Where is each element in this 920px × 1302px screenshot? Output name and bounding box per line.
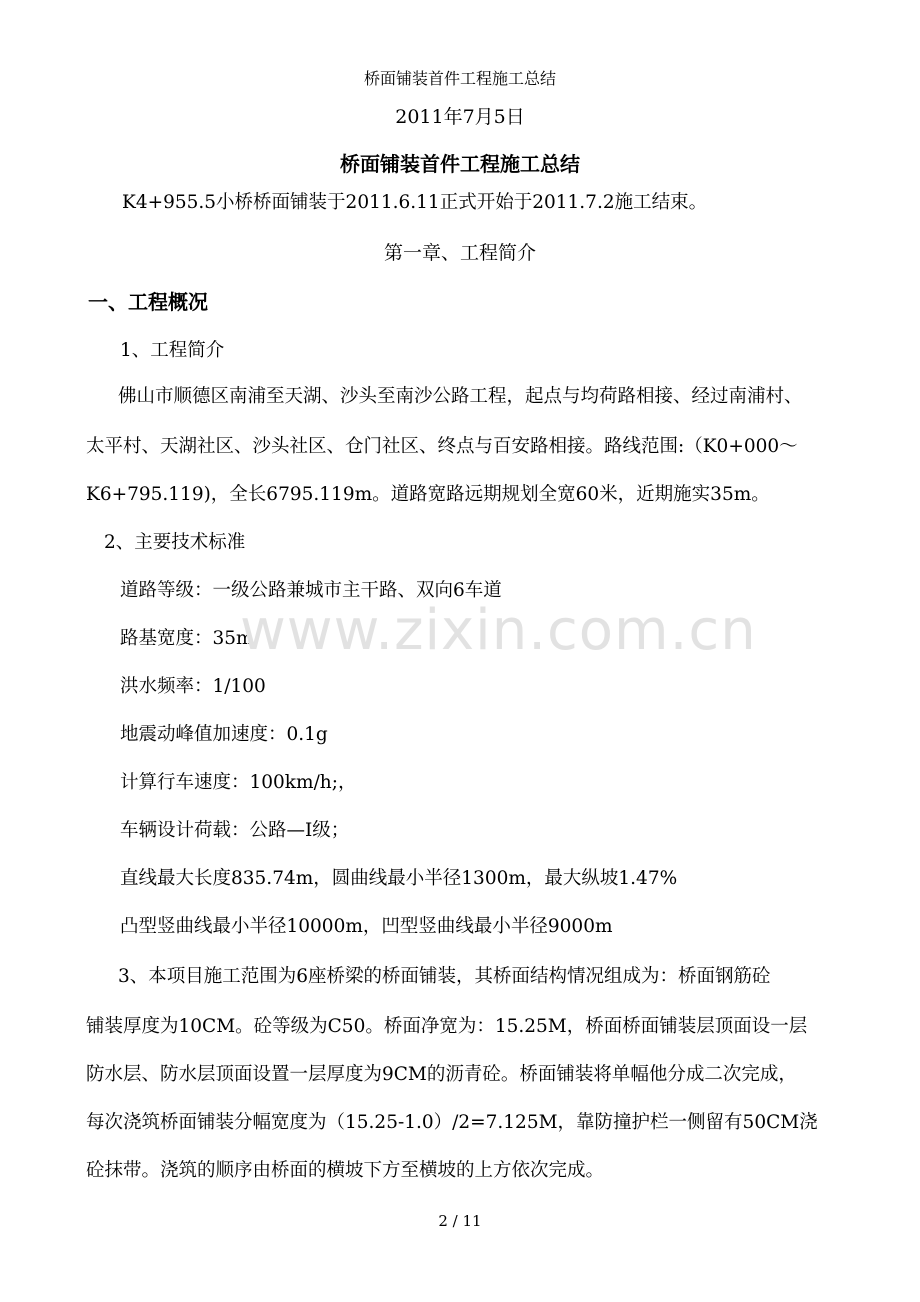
overview-line-3: K6+795.119)，全长6795.119m。道路宽路远期规划全宽60米，近期施实35m。 <box>86 484 770 505</box>
standard-item: 计算行车速度：100km/h;， <box>120 772 357 793</box>
scope-line-5: 砼抹带。浇筑的顺序由桥面的横坡下方至横坡的上方依次完成。 <box>86 1160 605 1181</box>
section-heading: 一、工程概况 <box>88 290 208 314</box>
subsection-heading-1: 1、工程简介 <box>120 340 225 361</box>
scope-line-3: 防水层、防水层顶面设置一层厚度为9CM的沥青砼。桥面铺装将单幅他分成二次完成， <box>86 1064 797 1085</box>
intro-paragraph: K4+955.5小桥桥面铺装于2011.6.11正式开始于2011.7.2施工结束。 <box>122 192 708 213</box>
scope-line-4: 每次浇筑桥面铺装分幅宽度为（15.25-1.0）/2=7.125M，靠防撞护栏一侧留有50CM浇 <box>86 1112 818 1133</box>
overview-line-1: 佛山市顺德区南浦至天湖、沙头至南沙公路工程，起点与均荷路相接、经过南浦村、 <box>118 386 803 407</box>
standard-item: 地震动峰值加速度：0.1g <box>120 724 328 745</box>
page-number: 2 / 11 <box>438 1212 482 1230</box>
overview-line-2: 太平村、天湖社区、沙头社区、仓门社区、终点与百安路相接。路线范围:（K0+000～ <box>86 436 798 457</box>
watermark: www.zixin.com.cn <box>240 598 757 663</box>
standard-item: 路基宽度：35m <box>120 628 254 649</box>
subsection-heading-2: 2、主要技术标准 <box>104 532 246 553</box>
scope-line-1: 3、本项目施工范围为6座桥梁的桥面铺装，其桥面结构情况组成为：桥面钢筋砼 <box>118 966 771 987</box>
standard-item: 凸型竖曲线最小半径10000m，凹型竖曲线最小半径9000m <box>120 916 613 937</box>
standard-item: 道路等级：一级公路兼城市主干路、双向6车道 <box>120 580 502 601</box>
document-title: 桥面铺装首件工程施工总结 <box>340 152 580 176</box>
running-header: 桥面铺装首件工程施工总结 <box>363 69 556 88</box>
standard-item: 洪水频率：1/100 <box>120 676 266 697</box>
chapter-heading: 第一章、工程简介 <box>383 242 536 264</box>
standard-item: 车辆设计荷载：公路—Ⅰ级； <box>120 820 350 841</box>
scope-line-2: 铺装厚度为10CM。砼等级为C50。桥面净宽为：15.25M，桥面桥面铺装层顶面设一层 <box>86 1016 808 1037</box>
document-date: 2011年7月5日 <box>395 106 525 128</box>
standard-item: 直线最大长度835.74m，圆曲线最小半径1300m，最大纵坡1.47% <box>120 868 678 889</box>
